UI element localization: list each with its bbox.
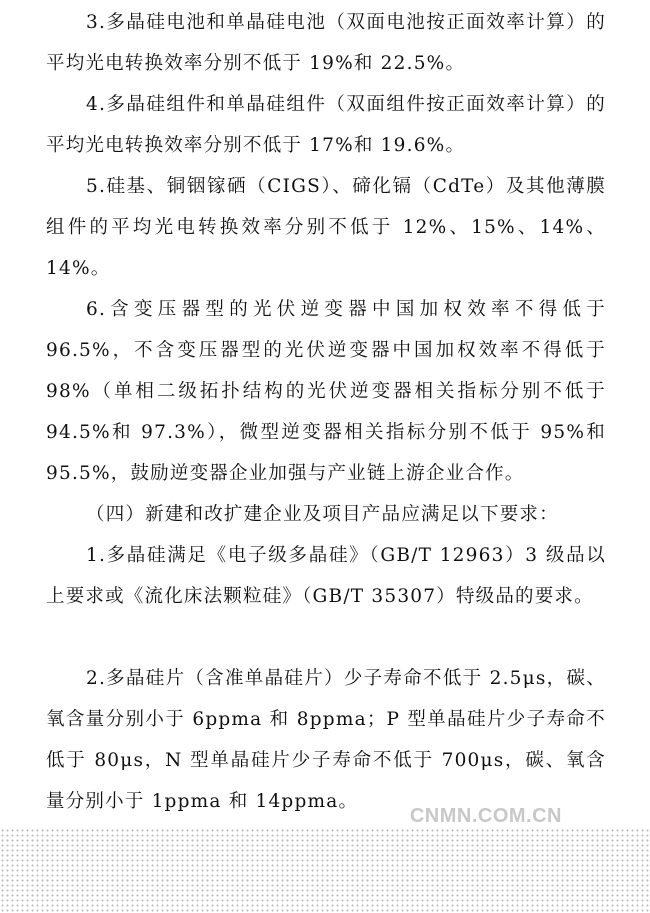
dotted-pattern-footer (0, 828, 650, 913)
watermark: CNMN.COM.CN (409, 805, 562, 827)
paragraph-1-polysilicon: 1.多晶硅满足《电子级多晶硅》（GB/T 12963）3 级品以上要求或《流化床法颗粒硅》（GB/T 35307）特级品的要求。 (46, 545, 606, 607)
paragraph-3-cell-efficiency: 3.多晶硅电池和单晶硅电池（双面电池按正面效率计算）的平均光电转换效率分别不低于 19%和 22.5%。 (46, 12, 606, 74)
paragraph-2-wafer-lifetime: 2.多晶硅片（含准单晶硅片）少子寿命不低于 2.5μs，碳、氧含量分别小于 6ppma 和 8ppma；P 型单晶硅片少子寿命不低于 80μs，N 型单晶硅片少子寿命不低于 700μs，碳、氧含量分别小于 1ppma 和 14ppma。 (46, 668, 606, 812)
paragraph-6-inverter-efficiency: 6.含变压器型的光伏逆变器中国加权效率不得低于 96.5%，不含变压器型的光伏逆变器中国加权效率不得低于 98%（单相二级拓扑结构的光伏逆变器相关指标分别不低于 94.5%和 97.3%），微型逆变器相关指标分别不低于 95%和 95.5%，鼓励逆变器企业加强与产业链上游企业合作。 (46, 299, 606, 484)
section-heading-four: （四）新建和改扩建企业及项目产品应满足以下要求： (86, 504, 559, 525)
paragraph-5-thin-film-efficiency: 5.硅基、铜铟镓硒（CIGS）、碲化镉（CdTe）及其他薄膜组件的平均光电转换效率分别不低于 12%、15%、14%、14%。 (46, 176, 606, 279)
paragraph-4-module-efficiency: 4.多晶硅组件和单晶硅组件（双面组件按正面效率计算）的平均光电转换效率分别不低于 17%和 19.6%。 (46, 94, 606, 156)
